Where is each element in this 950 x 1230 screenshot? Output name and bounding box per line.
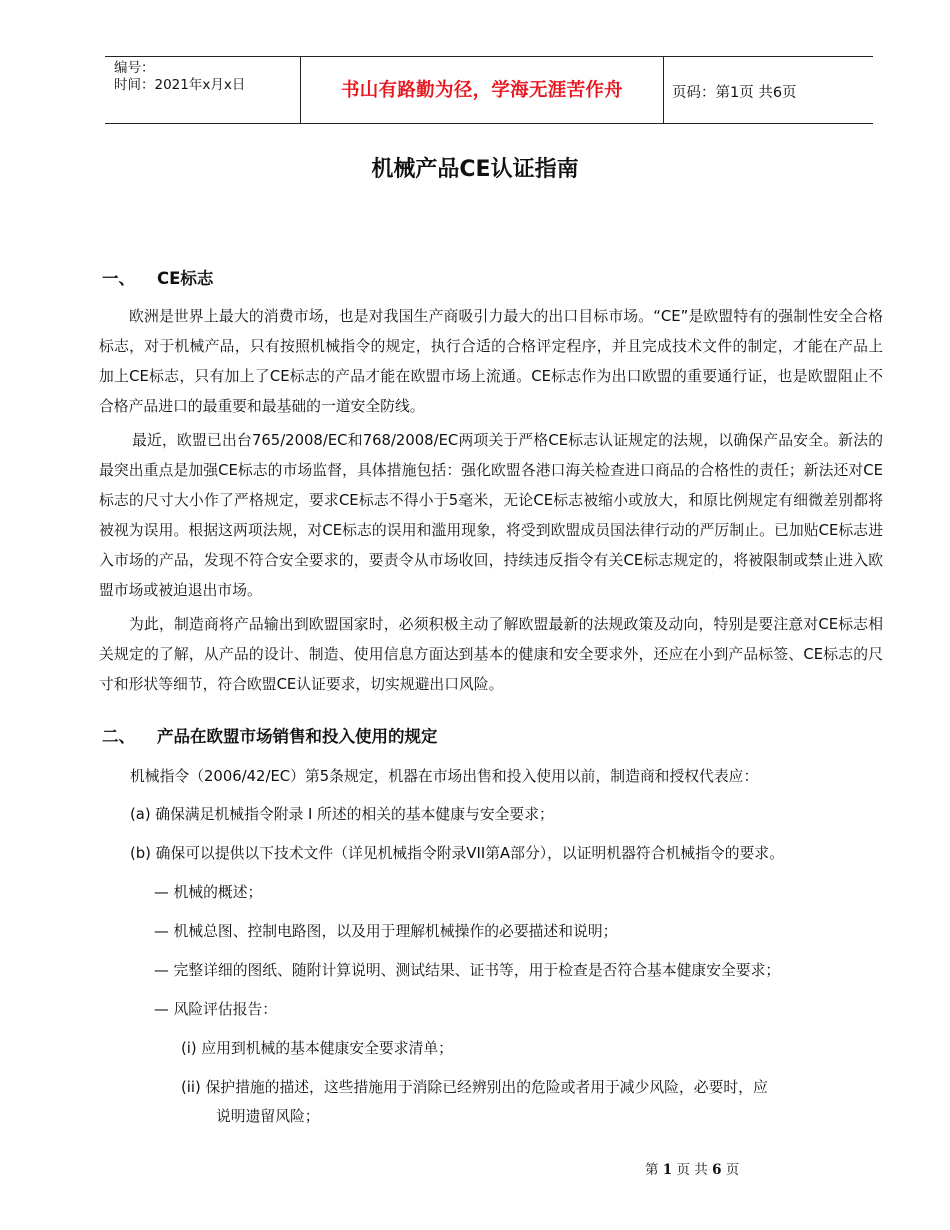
section-number: 二、 — [102, 727, 135, 746]
dash-item: — 风险评估报告： — [154, 1001, 278, 1018]
paragraph: 为此，制造商将产品输出到欧盟国家时，必须积极主动了解欧盟最新的法规政策及动向，特别是要注意对CE标志相关规定的了解，从产品的设计、制造、使用信息方面达到基本的健康和安全要求外，还应在小到产品标签、CE标志的尺寸和形状等细节，符合欧盟CE认证要求，切实规避出口风险。 — [99, 616, 883, 693]
sub-item-i: (i) 应用到机械的基本健康安全要求清单； — [181, 1040, 453, 1057]
header-divider — [663, 57, 664, 123]
footer-text: 页 共 — [676, 1162, 708, 1178]
sub-item-ii-continued: 说明遗留风险； — [216, 1108, 320, 1125]
document-title: 机械产品CE认证指南 — [371, 157, 579, 182]
page-footer — [645, 1158, 739, 1178]
paragraph: 欧洲是世界上最大的消费市场，也是对我国生产商吸引力最大的出口目标市场。“CE”是欧盟特有的强制性安全合格标志，对于机械产品，只有按照机械指令的规定，执行合适的合格评定程序，并且完成技术文件的制定，才能在产品上加上CE标志，只有加上了CE标志的产品才能在欧盟市场上流通。CE标志作为出口欧盟的重要通行证，也是欧盟阻止不合格产品进口的最重要和最基础的一道安全防线。 — [99, 308, 883, 415]
footer-text: 页 — [725, 1162, 740, 1178]
footer-text: 第 — [645, 1162, 659, 1178]
list-item-b: (b) 确保可以提供以下技术文件（详见机械指令附录VII第A部分），以证明机器符合机械指令的要求。 — [130, 845, 784, 862]
header-page-number: 页码：第1页 共6页 — [672, 85, 797, 101]
dash-item: — 机械总图、控制电路图，以及用于理解机械操作的必要描述和说明； — [154, 923, 618, 940]
list-item-a: (a) 确保满足机械指令附录 I 所述的相关的基本健康与安全要求； — [130, 806, 554, 823]
sub-item-ii: (ii) 保护措施的描述，这些措施用于消除已经辨别出的危险或者用于减少风险，必要时，应 — [181, 1079, 768, 1096]
header-motto: 书山有路勤为径，学海无涯苦作舟 — [340, 80, 623, 101]
footer-page-number: 1 — [662, 1162, 673, 1178]
dash-item: — 完整详细的图纸、随附计算说明、测试结果、证书等，用于检查是否符合基本健康安全要求； — [154, 962, 781, 979]
document-header — [105, 56, 873, 124]
header-meta — [114, 60, 245, 94]
section-number: 一、 — [102, 269, 135, 288]
dash-item: — 机械的概述； — [154, 884, 263, 901]
section-title: 产品在欧盟市场销售和投入使用的规定 — [157, 727, 438, 746]
section-title: CE标志 — [157, 269, 214, 288]
paragraph: 最近，欧盟已出台765/2008/EC和768/2008/EC两项关于严格CE标志认证规定的法规，以确保产品安全。新法的最突出重点是加强CE标志的市场监督，具体措施包括：强化欧盟各港口海关检查进口商品的合格性的责任；新法还对CE标志的尺寸大小作了严格规定，要求CE标志不得小于5毫米，无论CE标志被缩小或放大，和原比例规定有细微差别都将被视为误用。根据这两项法规，对CE标志的误用和滥用现象，将受到欧盟成员国法律行动的严厉制止。已加贴CE标志进入市场的产品，发现不符合安全要求的，要责令从市场收回，持续违反指令有关CE标志规定的，将被限制或禁止进入欧盟市场或被迫退出市场。 — [99, 432, 883, 599]
document-time: 时间：2021年x月x日 — [114, 77, 246, 93]
section-2-intro: 机械指令（2006/42/EC）第5条规定，机器在市场出售和投入使用以前，制造商和授权代表应： — [130, 768, 759, 785]
footer-total-pages: 6 — [712, 1162, 722, 1178]
document-number-label: 编号： — [114, 60, 155, 76]
